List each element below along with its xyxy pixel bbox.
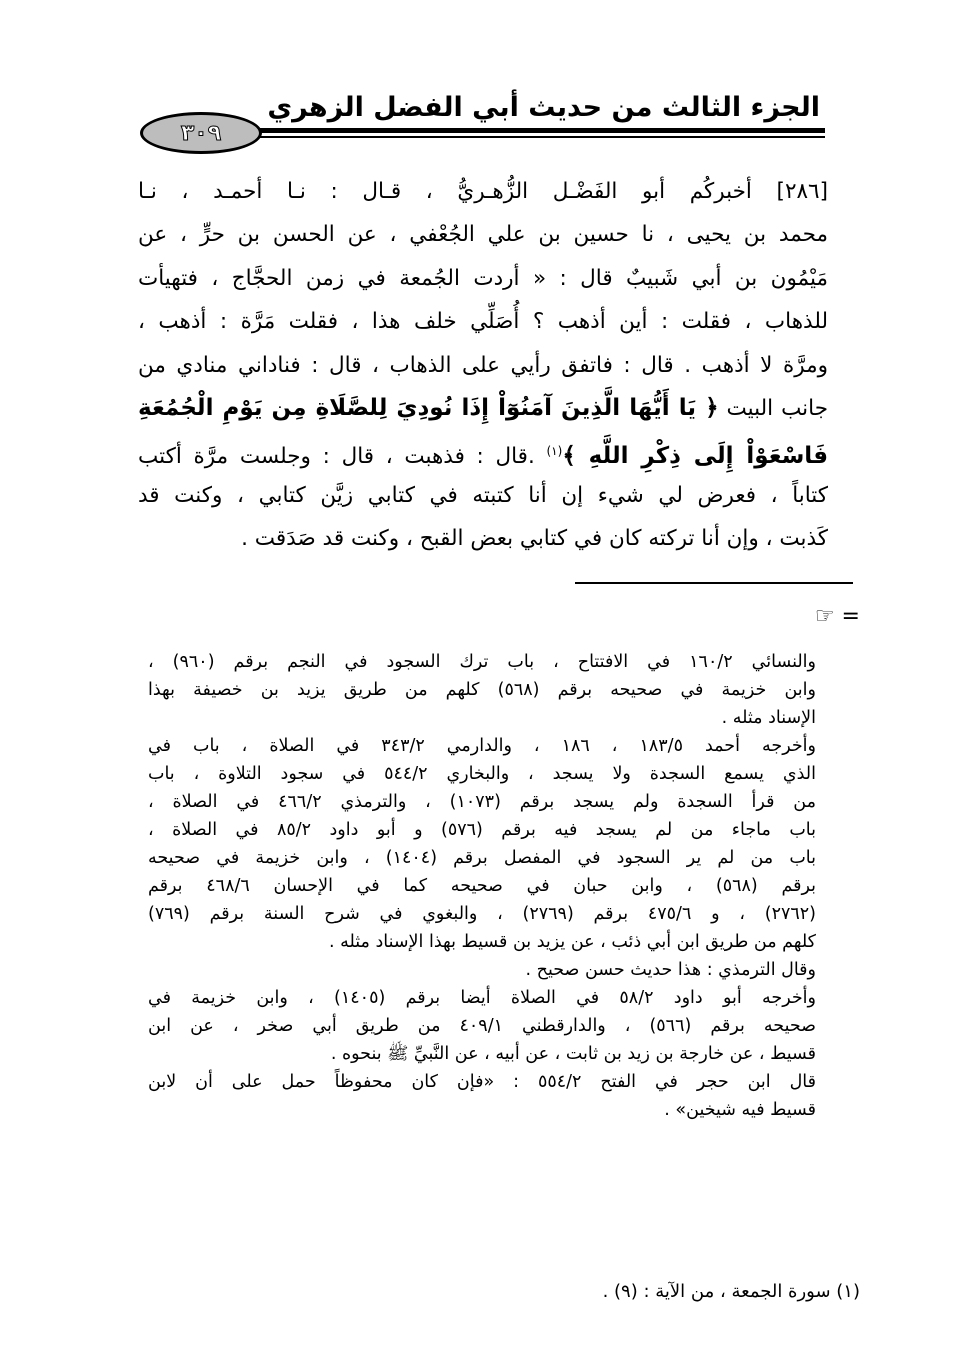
footnote-line: الذي يسمع السجدة ولا يسجد ، والبخاري ٥٤٤/٢ في سجود التلاوة ، باب bbox=[148, 764, 816, 784]
footnote-line: برقم (٥٦٨) ، وابن حبان في صحيحه كما في الإحسان ٤٦٨/٦ برقم bbox=[148, 876, 817, 896]
quran-verse: ﴿ يَا أَيُّهَا الَّذِينَ آمَنُوٓاْ إِذَا نُودِيَ لِلصَّلَاةِ مِن يَوْمِ الْجُمُعَةِ bbox=[138, 394, 719, 421]
text-line: محمد بن يحيى ، نا حسين بن علي الجُعْفي ، عن الحسن بن حرٍّ ، عن bbox=[138, 222, 828, 248]
footnote-line: صحيحه برقم (٥٦٦) ، والدارقطني ٤٠٩/١ من طريق أبي صخر ، عن ابن bbox=[148, 1016, 817, 1036]
footnote-line: قال ابن حجر في الفتح ٥٥٤/٢ : «فإن كان محفوظاً حمل على أن لابن bbox=[148, 1072, 816, 1092]
footnote-line: من قرأ السجدة ولم يسجد برقم (١٠٧٣) ، والترمذي ٤٦٦/٢ في الصلاة ، bbox=[148, 792, 816, 812]
footnote-line: الإسناد مثله . bbox=[721, 708, 816, 728]
text-line: [٢٨٦] أخبركُم أبو الفَضْـل الزُّهـريُّ ، قـال : نـا أحمـد ، نـا bbox=[138, 179, 828, 204]
header-rule-thin bbox=[200, 136, 825, 138]
text-line: للذهاب ، فقلت : أين أذهب ؟ أُصَلِّي خلف هذا ، فقلت مَرَّة : أذهب ، bbox=[138, 309, 828, 335]
footnote-line: والنسائي ١٦٠/٢ في الافتتاح ، باب ترك السجود في النجم برقم (٩٦٠) ، bbox=[148, 652, 816, 672]
running-header-title: الجزء الثالث من حديث أبي الفضل الزهري bbox=[267, 92, 820, 123]
text-line-quran-start bbox=[138, 387, 828, 430]
footnote-line: وأخرجه أبو داود ٥٨/٢ في الصلاة أيضا برقم (١٤٠٥) ، وابن خزيمة في bbox=[148, 988, 816, 1008]
footnote-line: قسيط ، عن خارجة بن زيد بن ثابت ، عن أبيه ، عن النَّبيِّ ﷺ بنحوه . bbox=[330, 1044, 816, 1064]
text-line: ومرَّة لا أذهب . قال : فاتفق رأيي على الذهاب ، قال : فناداني منادي من bbox=[138, 352, 828, 378]
text-line: كَذبت ، وإن أنا تركته كان في كتابي بعض القبح ، وكنت قد صَدَقت . bbox=[241, 526, 828, 552]
text-line: كتاباً ، فعرض لي شيء إن أنا كتبته في كتابي زيَّن كتابي ، وكنت قد bbox=[138, 482, 828, 508]
footnotes-block bbox=[148, 648, 816, 1124]
text-line-quran-end bbox=[138, 430, 828, 473]
footnote-line: (٢٧٦٢) ، و ٤٧٥/٦ برقم (٢٧٦٩) ، والبغوي في شرح السنة برقم (٧٦٩) bbox=[148, 904, 816, 924]
footnote-line: باب ماجاء من لم يسجد فيه برقم (٥٧٦) و أبو داود ٨٥/٢ في الصلاة ، bbox=[148, 820, 816, 840]
footnote-line: وقال الترمذي : هذا حديث حسن صحيح . bbox=[525, 960, 816, 980]
header-rule bbox=[200, 128, 825, 133]
hadith-text bbox=[138, 170, 828, 560]
footnote-line: كلهم من طريق ابن أبي ذئب ، عن يزيد بن قسيط بهذا الإسناد مثله . bbox=[328, 932, 816, 952]
footnote-line: وابن خزيمة في صحيحه برقم (٥٦٨) كلهم من طريق يزيد بن خصيفة بهذا bbox=[148, 680, 816, 700]
page-number-badge: ٣٠٩ bbox=[140, 112, 262, 154]
footnote-1: (١) سورة الجمعة ، من الآية : (٩) . bbox=[602, 1281, 860, 1302]
text-line: مَيْمُون بن أبي شَبيبٌ قال : « أردت الجُمعة في زمن الحجَّاج ، فتهيأت bbox=[138, 265, 828, 291]
text-segment: .قال : فذهبت ، قال : وجلست مرَّة أكتب bbox=[138, 444, 547, 470]
footnote-line: قسيط فيه شيخين» . bbox=[664, 1100, 816, 1120]
text-segment: جانب البيت bbox=[726, 395, 829, 421]
footnote-separator bbox=[575, 582, 853, 584]
footnote-ref[interactable]: (١) bbox=[546, 444, 563, 459]
footnote-line: وأخرجه أحمد ١٨٣/٥ ، ١٨٦ ، والدارمي ٣٤٣/٢ في الصلاة ، باب في bbox=[148, 736, 816, 756]
footnote-continuation-mark: = ☞ bbox=[814, 604, 860, 629]
quran-verse-end: فَاسْعَوْاْ إِلَى ذِكْرِ اللَّهِ ﴾ bbox=[562, 443, 829, 470]
footnote-line: باب من لم ير السجود في المفصل برقم (١٤٠٤) ، وابن خزيمة في صحيحه bbox=[148, 848, 816, 868]
